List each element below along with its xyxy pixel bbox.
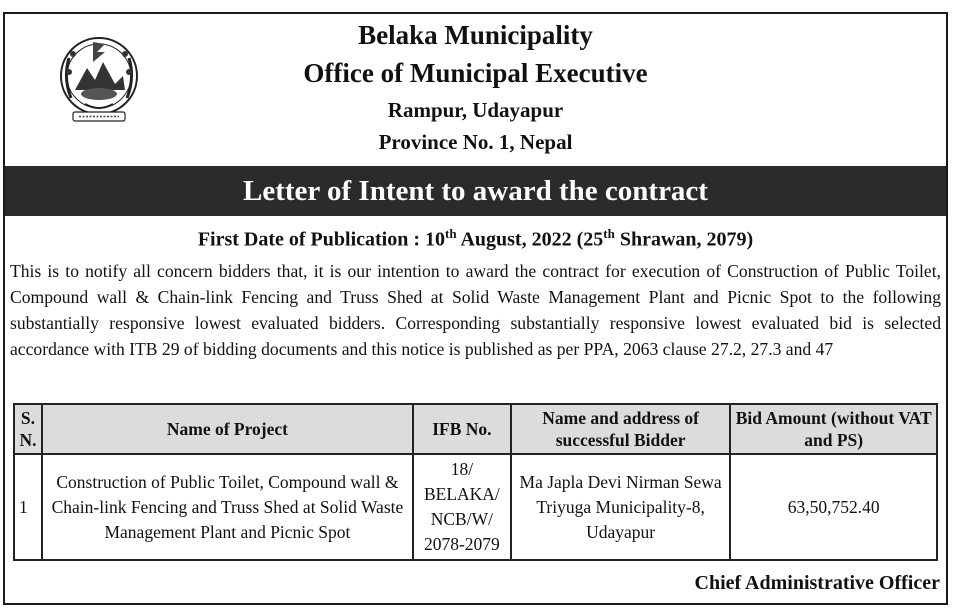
header-sn: S. N.: [14, 404, 42, 454]
notice-frame: [3, 12, 948, 605]
publication-date: [5, 226, 946, 252]
cell-sn: 1: [14, 454, 42, 560]
publication-date-sup1: th: [445, 226, 457, 241]
header-project: Name of Project: [42, 404, 413, 454]
municipality-name: Belaka Municipality: [358, 20, 593, 50]
header-bidder: Name and address of successful Bidder: [511, 404, 731, 454]
intro-paragraph: This is to notify all concern bidders that, it is our intention to award the contract for execution of Construction of Public Toilet, Compound wall & Chain-link Fencing and Truss Shed at Solid Waste Management Plant and Picnic Spot to the following substantially responsive lowest evaluated bidders. Corresponding substantially responsive lowest evaluated bid is selected accordance with ITB 29 of bidding documents and this notice is published as per PPA, 2063 clause 27.2, 27.3 and 47: [10, 261, 941, 359]
notice-header: [5, 14, 946, 166]
office-address: Rampur, Udayapur: [387, 98, 564, 122]
publication-date-middle: August, 2022 (25: [456, 228, 604, 251]
province-line: Province No. 1, Nepal: [378, 130, 573, 154]
office-name: Office of Municipal Executive: [303, 58, 648, 88]
publication-date-prefix: First Date of Publication : 10: [197, 228, 445, 251]
publication-date-sup2: th: [603, 226, 615, 241]
table-header-row: [14, 404, 937, 454]
publication-date-suffix: Shrawan, 2079): [614, 228, 754, 251]
notice-title-banner: Letter of Intent to award the contract: [5, 166, 946, 216]
signatory-title: Chief Administrative Officer: [694, 572, 940, 594]
cell-project: Construction of Public Toilet, Compound wall & Chain-link Fencing and Truss Shed at Solid Waste Management Plant and Picnic Spot: [42, 454, 413, 560]
header-ifb: IFB No.: [413, 404, 511, 454]
award-table: [13, 403, 938, 561]
cell-ifb: 18/ BELAKA/ NCB/W/ 2078-2079: [413, 454, 511, 560]
cell-amount: 63,50,752.40: [730, 454, 937, 560]
header-amount: Bid Amount (without VAT and PS): [730, 404, 937, 454]
table-row: [14, 454, 937, 560]
cell-bidder: Ma Japla Devi Nirman Sewa Triyuga Municipality-8, Udayapur: [511, 454, 731, 560]
